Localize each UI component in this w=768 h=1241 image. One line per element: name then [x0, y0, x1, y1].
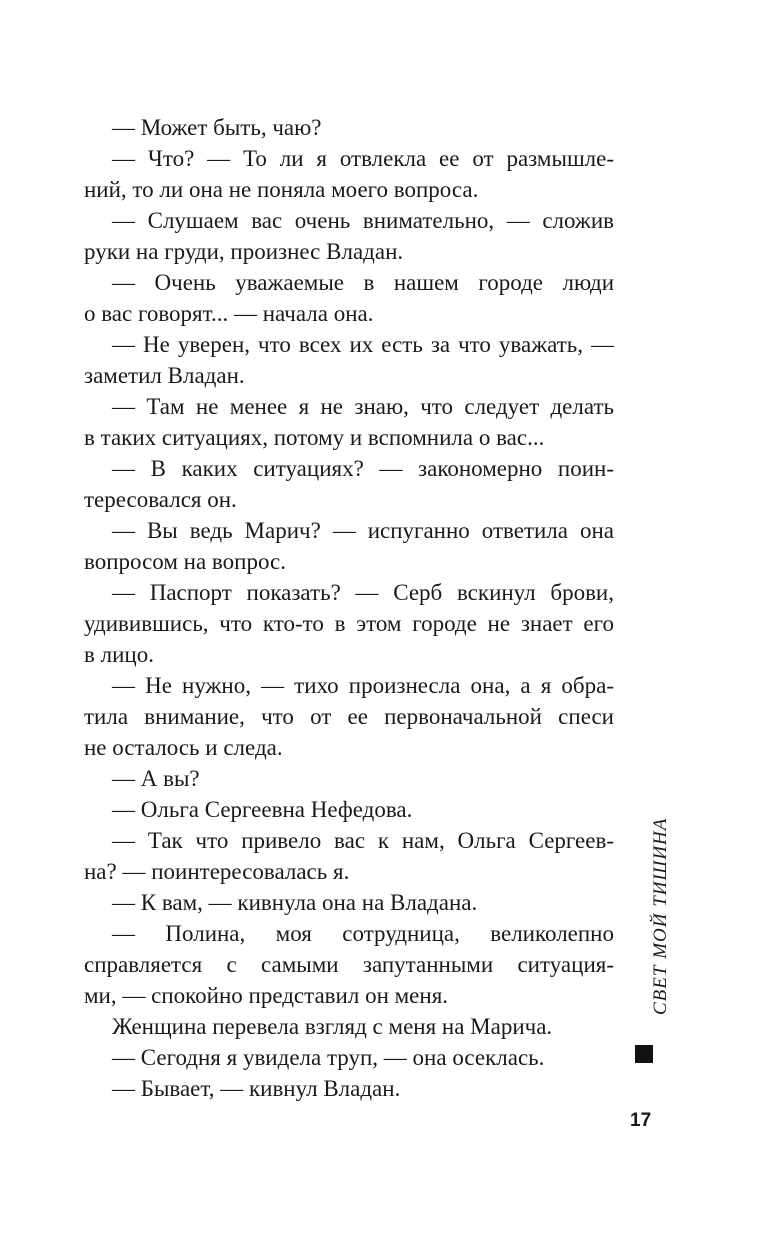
text-line: — Не уверен, что всех их есть за что уважать, —	[112, 332, 614, 357]
text-line: — Ольга Сергеевна Нефедова.	[112, 797, 413, 822]
text-line: — Бывает, — кивнул Владан.	[112, 1076, 401, 1101]
text-line: — Слушаем вас очень внимательно, — сложив	[112, 208, 614, 233]
body-text	[84, 112, 614, 1104]
text-line: — А вы?	[112, 766, 200, 791]
page-number: 17	[630, 1110, 652, 1131]
text-line: — Что? — То ли я отвлекла ее от размышле-	[112, 146, 614, 171]
text-line: в таких ситуациях, потому и вспомнила о вас...	[84, 425, 545, 450]
text-line: справляется с самыми запутанными ситуация-	[84, 952, 614, 977]
text-line: — Там не менее я не знаю, что следует делать	[112, 394, 614, 419]
text-line: на? — поинтересовалась я.	[84, 859, 350, 884]
text-line: — Может быть, чаю?	[112, 115, 322, 140]
text-line: Женщина перевела взгляд с меня на Марича.	[112, 1014, 553, 1039]
text-line: — Очень уважаемые в нашем городе люди	[112, 270, 614, 295]
text-line: руки на груди, произнес Владан.	[84, 239, 404, 264]
text-line: — Не нужно, — тихо произнесла она, а я обра-	[112, 673, 614, 698]
text-line: тересовался он.	[84, 487, 237, 512]
text-line: — К вам, — кивнула она на Владана.	[112, 890, 478, 915]
running-title: СВЕТ МОЙ ТИШИНА	[650, 817, 671, 1015]
square-marker-icon	[635, 1045, 653, 1063]
text-line: — Паспорт показать? — Серб вскинул брови,	[112, 580, 614, 605]
text-line: не осталось и следа.	[84, 735, 283, 760]
text-line: о вас говорят... — начала она.	[84, 301, 374, 326]
text-line: в лицо.	[84, 642, 154, 667]
text-line: — В каких ситуациях? — закономерно поин-	[112, 456, 614, 481]
text-line: — Так что привело вас к нам, Ольга Сергеев-	[112, 828, 614, 853]
text-line: вопросом на вопрос.	[84, 549, 286, 574]
text-line: ми, — спокойно представил он меня.	[84, 983, 449, 1008]
text-line: — Полина, моя сотрудница, великолепно	[112, 921, 614, 946]
text-line: ний, то ли она не поняла моего вопроса.	[84, 177, 479, 202]
text-line: заметил Владан.	[84, 363, 245, 388]
text-line: — Сегодня я увидела труп, — она осеклась.	[112, 1045, 545, 1070]
text-line: удивившись, что кто-то в этом городе не знает его	[84, 611, 614, 636]
text-line: — Вы ведь Марич? — испуганно ответила она	[112, 518, 614, 543]
text-line: тила внимание, что от ее первоначальной спеси	[84, 704, 614, 729]
